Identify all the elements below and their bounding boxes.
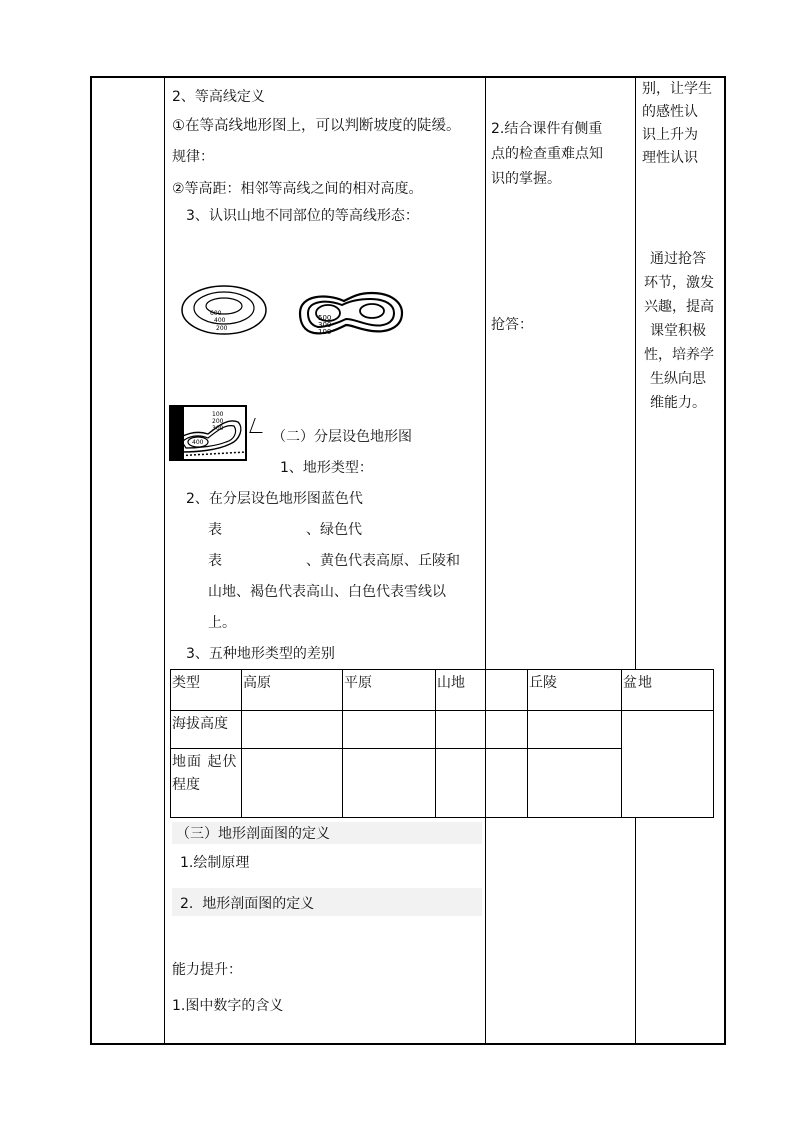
color-legend-line2b: 、绿色代 [306, 522, 362, 538]
table-row-relief-2: 程度 [172, 777, 200, 793]
activity-line-3: 识的掌握。 [491, 171, 561, 187]
answer-label: 抢答： [491, 317, 533, 333]
column-divider-1 [164, 76, 165, 1045]
terrain-difference-title: 3、五种地形类型的差别 [186, 646, 335, 662]
diagram2-label-0: 500 [318, 314, 332, 322]
table-col-plain: 平原 [344, 675, 372, 691]
profile-definition: 2. 地形剖面图的定义 [180, 896, 315, 912]
diagram3-label-0: 100 [212, 411, 224, 418]
table-col-hill: 丘陵 [529, 675, 557, 691]
table-header-type: 类型 [172, 675, 200, 691]
intent2-line-3: 兴趣，提高 [644, 299, 714, 315]
diagram3-label-3: 400 [192, 439, 204, 446]
intent2-line-4: 课堂积极 [650, 323, 706, 339]
rule-label: 规律： [172, 149, 214, 165]
section-3-title: 3、认识山地不同部位的等高线形态： [186, 208, 419, 224]
table-col-basin-b: 地 [638, 675, 652, 691]
table-row-relief: 地面 起伏 [172, 754, 238, 770]
color-legend-line1: 2、在分层设色地形图蓝色代 [186, 491, 363, 507]
color-legend-line3a: 表 [208, 553, 222, 569]
color-legend-line2a: 表 [208, 522, 222, 538]
diagram3-label-1: 200 [212, 418, 224, 425]
intent-line-2: 的感性认 [642, 104, 698, 120]
table-col-basin-a: 盆 [623, 675, 637, 691]
subsection-3-title: （三）地形剖面图的定义 [176, 826, 330, 842]
contour-diagram-1 [180, 282, 270, 342]
intent2-line-5: 性，培养学 [644, 347, 714, 363]
activity-line-2: 点的检查重难点知 [491, 146, 603, 162]
contour-diagram-3 [168, 404, 252, 464]
diagram1-label-1: 400 [214, 317, 226, 324]
section-2-title: 2、等高线定义 [172, 89, 265, 105]
contour-diagram-2 [296, 289, 406, 339]
diagram1-label-2: 200 [216, 325, 228, 332]
column-divider-3b [635, 818, 636, 1045]
color-legend-line4: 山地、褐色代表高山、白色代表雪线以 [208, 584, 446, 600]
table-bottom-border [90, 1043, 726, 1045]
drawing-principle: 1.绘制原理 [180, 855, 250, 871]
color-legend-line3b: 、黄色代表高原、丘陵和 [306, 553, 460, 569]
terrain-types: 1、地形类型： [280, 460, 373, 476]
table-top-border [90, 76, 726, 78]
intent2-line-7: 维能力。 [650, 395, 706, 411]
intent-line-1: 别，让学生 [642, 81, 712, 97]
contour-interval: ②等高距：相邻等高线之间的相对高度。 [172, 181, 423, 197]
table-left-border [90, 76, 92, 1045]
diagram1-label-0: 600 [210, 310, 222, 317]
contour-rule-1: ①在等高线地形图上，可以判断坡度的陡缓。 [172, 118, 461, 134]
ability-title: 能力提升： [172, 962, 242, 978]
intent2-line-2: 环节，激发 [644, 275, 714, 291]
intent2-line-1: 通过抢答 [650, 251, 706, 267]
diagram2-label-1: 300 [318, 321, 332, 329]
column-divider-2 [485, 76, 486, 670]
table-row-elevation: 海拔高度 [172, 716, 228, 732]
ability-item-1: 1.图中数字的含义 [172, 998, 284, 1014]
table-right-border [724, 76, 726, 1045]
table-col-mountain: 山地 [437, 675, 465, 691]
diagram2-label-2: 100 [318, 328, 332, 336]
subsection-2-title: （二）分层设色地形图 [272, 429, 412, 445]
activity-line-1: 2.结合课件有侧重 [491, 121, 603, 137]
column-divider-3 [635, 76, 636, 670]
table-col-plateau: 高原 [243, 675, 271, 691]
intent-line-4: 理性认识 [642, 150, 698, 166]
column-divider-2b [485, 818, 486, 1045]
intent-line-3: 识上升为 [642, 127, 698, 143]
diagram3-label-2: 300 [212, 425, 224, 432]
intent2-line-6: 生纵向思 [650, 371, 706, 387]
arrow-mark [249, 418, 267, 433]
color-legend-line5: 上。 [208, 615, 236, 631]
